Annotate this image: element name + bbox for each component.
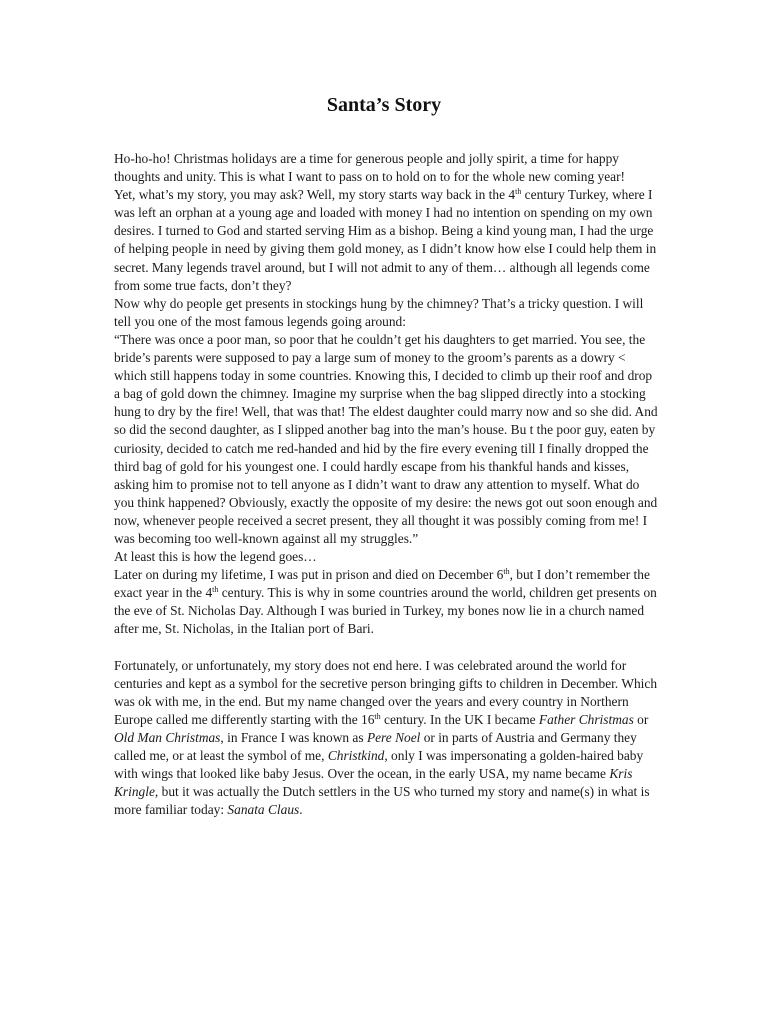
text-run: or in parts of Austria and Germany they called me, or at least the symbol of me, [114, 729, 637, 763]
text-run: century. This is why in some countries around the world, children get presents on the eve of St. Nicholas Day. Although I was buried in Turkey, my bones now lie in a church named after me, St. Nicholas, in the Italian port of Bari. [114, 585, 657, 637]
superscript: th [374, 711, 381, 721]
superscript: th [503, 567, 510, 577]
italic-name: Kris Kringle [114, 766, 633, 800]
text-run: , in France I was known as [220, 729, 367, 745]
superscript: th [515, 187, 522, 197]
text-run: Fortunately, or unfortunately, my story does not end here. I was celebrated around the world for centuries and kept as a symbol for the secretive person bringing gifts to children in December. Which was ok with me, in the end. But my name changed over the years and every country in Northern Europe called me differently starting with the 16 [114, 657, 658, 727]
italic-name: Father Christmas [538, 711, 634, 727]
text-run: or [633, 711, 649, 727]
text-run: , only I was impersonating a golden-haired baby with wings that looked like baby Jesus. Over the ocean, in the early USA, my name became [114, 748, 644, 782]
paragraph-death [114, 566, 659, 638]
text-run: Yet, what’s my story, you may ask? Well, my story starts way back in the 4 [114, 187, 516, 203]
superscript: th [212, 585, 219, 595]
text-run: , but I don’t remember the exact year in the 4 [114, 567, 650, 601]
text-run: , but it was actually the Dutch settlers in the US who turned my story and name(s) in what is more familiar today: [114, 784, 650, 818]
paragraph-intro: Ho-ho-ho! Christmas holidays are a time for generous people and jolly spirit, a time for happy thoughts and unity. This is what I want to pass on to hold on to for the whole new coming year! [114, 151, 626, 185]
italic-name: Pere Noel [366, 729, 421, 745]
text-run: century Turkey, where I was left an orphan at a young age and loaded with money I had no intention on spending on my own desires. I turned to God and started serving Him as a bishop. Being a kind young man, I had the urge of helping people in need by giving them gold money, as I didn’t know how else I could help them in secret. Many legends travel around, but I will not admit to any of them… although all legends come from some true facts, don’t they? [114, 187, 657, 293]
document-body [114, 150, 659, 819]
text-run: Later on during my lifetime, I was put in prison and died on December 6 [114, 567, 504, 583]
italic-name: Old Man Christmas [114, 729, 221, 745]
paragraph-legend-end: At least this is how the legend goes… [114, 549, 317, 565]
paragraph-origin [114, 186, 659, 295]
text-run: century. In the UK I became [380, 711, 539, 727]
paragraph-legend: “There was once a poor man, so poor that he couldn’t get his daughters to get married. You see, the bride’s parents were supposed to pay a large sum of money to the groom’s parents as a dowry < which still happens today in some countries. Knowing this, I decided to climb up their roof and drop a bag of gold down the chimney. Imagine my surprise when the bag slipped directly into a stocking hung to dry by the fire! Well, that was that! The eldest daughter could marry now and so she did. And so did the second daughter, as I slipped another bag into the man’s house. Bu t the poor guy, eaten by curiosity, decided to catch me red-handed and hid by the fire every evening till I finally dropped the third bag of gold for his youngest one. I could hardly escape from his thankful hands and kisses, asking him to promise not to tell anyone as I didn’t want to draw any attention to myself. What do you think happened? Obviously, exactly the opposite of my desire: the news got out soon enough and now, whenever people received a secret present, they all thought it was possibly coming from me! I was becoming too well-known against all my struggles.” [114, 331, 658, 546]
paragraph-question: Now why do people get presents in stockings hung by the chimney? That’s a tricky question. I will tell you one of the most famous legends going around: [114, 295, 644, 329]
italic-name: Sanata Claus [227, 802, 300, 818]
text-run: . [299, 802, 303, 818]
page-title: Santa’s Story [326, 94, 442, 116]
italic-name: Christkind [327, 748, 385, 763]
paragraph-names [114, 657, 659, 820]
